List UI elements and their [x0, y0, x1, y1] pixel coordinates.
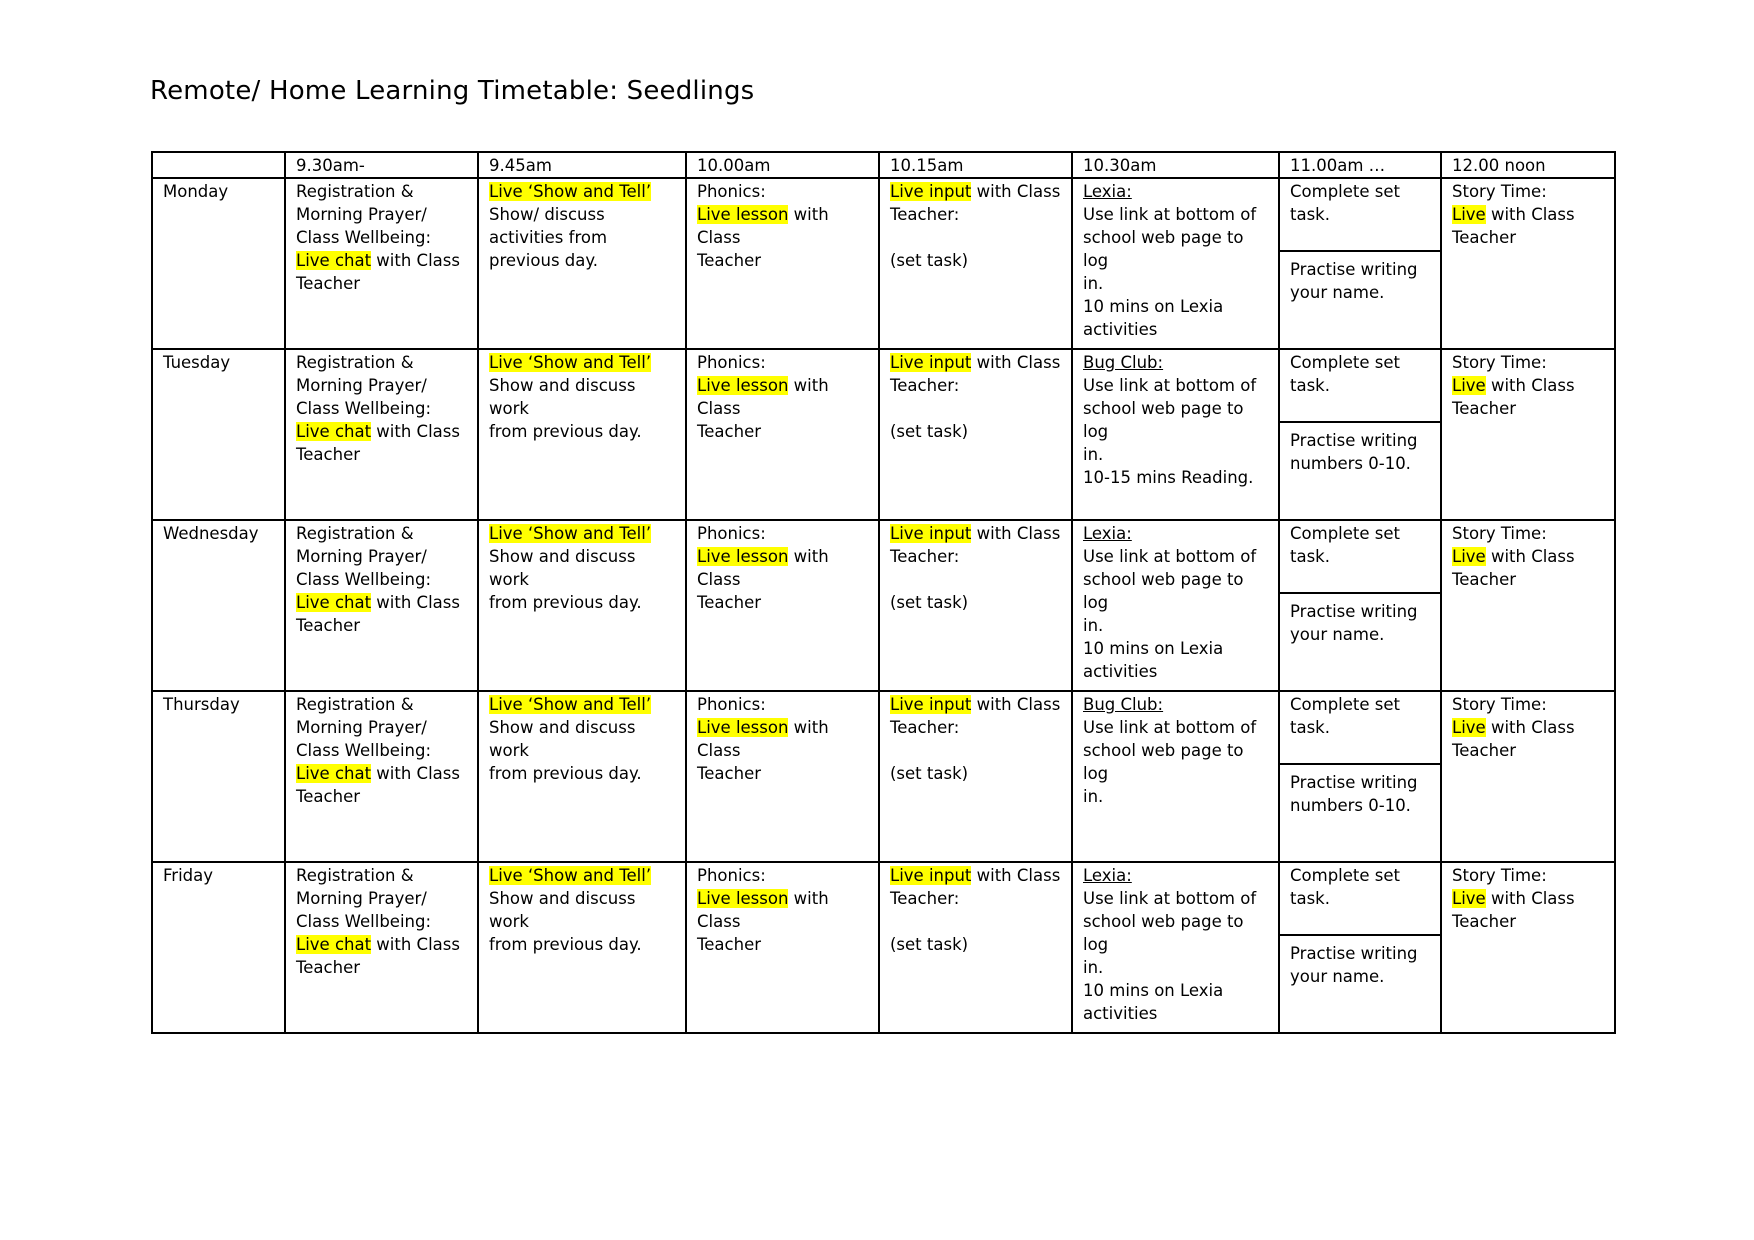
- reading-line: Use link at bottom of: [1083, 718, 1257, 737]
- show-tell-line: from previous day.: [489, 593, 642, 612]
- reading-line: Use link at bottom of: [1083, 889, 1257, 908]
- live-highlight: Live lesson: [697, 376, 789, 395]
- live-highlight: Live ‘Show and Tell’: [489, 182, 652, 201]
- input-line: with Class: [971, 182, 1061, 201]
- input-cell: [879, 349, 1072, 520]
- live-highlight: Live: [1452, 376, 1486, 395]
- phonics-line: Phonics:: [697, 182, 766, 201]
- reading-line: Use link at bottom of: [1083, 205, 1257, 224]
- registration-line: Class Wellbeing:: [296, 570, 432, 589]
- input-line: Teacher:: [890, 718, 960, 737]
- day-label: Wednesday: [152, 520, 285, 691]
- task-cell: [1279, 349, 1441, 520]
- registration-line: with Class: [371, 593, 460, 612]
- task-line: task.: [1290, 547, 1330, 566]
- registration-cell: [285, 862, 478, 1033]
- live-highlight: Live ‘Show and Tell’: [489, 866, 652, 885]
- show-tell-line: previous day.: [489, 251, 599, 270]
- phonics-cell: [686, 349, 879, 520]
- registration-line: Morning Prayer/: [296, 889, 427, 908]
- task-line: task.: [1290, 205, 1330, 224]
- reading-line: 10 mins on Lexia: [1083, 981, 1224, 1000]
- task-line: Practise writing: [1290, 773, 1418, 792]
- reading-heading: Lexia:: [1083, 182, 1132, 201]
- registration-line: Teacher: [296, 616, 361, 635]
- live-highlight: Live lesson: [697, 205, 789, 224]
- show-tell-cell: [478, 349, 686, 520]
- header-cell-1200: 12.00 noon: [1441, 152, 1615, 178]
- reading-line: 10 mins on Lexia: [1083, 639, 1224, 658]
- input-cell: [879, 862, 1072, 1033]
- phonics-line: Phonics:: [697, 695, 766, 714]
- reading-line: activities: [1083, 1004, 1158, 1023]
- task-line: task.: [1290, 718, 1330, 737]
- task-line: your name.: [1290, 625, 1385, 644]
- live-highlight: Live: [1452, 889, 1486, 908]
- show-tell-line: Show and discuss work: [489, 889, 636, 931]
- input-line: Teacher:: [890, 205, 960, 224]
- reading-cell: [1072, 349, 1279, 520]
- registration-line: with Class: [371, 422, 460, 441]
- phonics-line: Teacher: [697, 935, 762, 954]
- registration-line: Registration &: [296, 695, 414, 714]
- input-cell: [879, 520, 1072, 691]
- day-label: Friday: [152, 862, 285, 1033]
- live-highlight: Live input: [890, 695, 972, 714]
- live-highlight: Live chat: [296, 251, 372, 270]
- task-cell: [1279, 520, 1441, 691]
- show-tell-line: Show and discuss work: [489, 547, 636, 589]
- phonics-cell: [686, 520, 879, 691]
- task-line: task.: [1290, 376, 1330, 395]
- registration-line: Class Wellbeing:: [296, 741, 432, 760]
- registration-line: Morning Prayer/: [296, 205, 427, 224]
- reading-heading: Bug Club:: [1083, 695, 1164, 714]
- day-row-tuesday: [152, 349, 1615, 520]
- task-line: Complete set: [1290, 353, 1400, 372]
- header-cell-1030: 10.30am: [1072, 152, 1279, 178]
- registration-line: Registration &: [296, 353, 414, 372]
- task-line: numbers 0-10.: [1290, 796, 1411, 815]
- reading-line: in.: [1083, 958, 1104, 977]
- registration-line: with Class: [371, 935, 460, 954]
- page-title: Remote/ Home Learning Timetable: Seedlings: [150, 76, 755, 106]
- live-highlight: Live lesson: [697, 718, 789, 737]
- live-highlight: Live lesson: [697, 547, 789, 566]
- live-highlight: Live: [1452, 205, 1486, 224]
- story-line: Story Time:: [1452, 353, 1547, 372]
- input-line: (set task): [890, 593, 969, 612]
- story-line: Teacher: [1452, 399, 1517, 418]
- reading-cell: [1072, 520, 1279, 691]
- task-line: Complete set: [1290, 524, 1400, 543]
- header-cell-day: [152, 152, 285, 178]
- story-line: with Class: [1485, 376, 1575, 395]
- live-highlight: Live chat: [296, 764, 372, 783]
- live-highlight: Live: [1452, 547, 1486, 566]
- registration-cell: [285, 520, 478, 691]
- registration-line: with Class: [371, 251, 460, 270]
- show-tell-line: Show and discuss work: [489, 718, 636, 760]
- registration-line: Morning Prayer/: [296, 376, 427, 395]
- registration-line: Teacher: [296, 445, 361, 464]
- registration-line: Teacher: [296, 787, 361, 806]
- reading-line: school web page to log: [1083, 912, 1244, 954]
- show-tell-line: from previous day.: [489, 764, 642, 783]
- registration-line: Registration &: [296, 524, 414, 543]
- header-row: [152, 152, 1615, 178]
- live-highlight: Live chat: [296, 422, 372, 441]
- header-cell-945: 9.45am: [478, 152, 686, 178]
- phonics-cell: [686, 178, 879, 349]
- registration-line: Morning Prayer/: [296, 718, 427, 737]
- registration-line: Class Wellbeing:: [296, 912, 432, 931]
- reading-cell: [1072, 691, 1279, 862]
- story-cell: [1441, 691, 1615, 862]
- phonics-line: Teacher: [697, 764, 762, 783]
- input-line: with Class: [971, 353, 1061, 372]
- timetable: [151, 151, 1616, 1034]
- reading-line: activities: [1083, 320, 1158, 339]
- show-tell-cell: [478, 691, 686, 862]
- reading-line: in.: [1083, 445, 1104, 464]
- header-cell-1015: 10.15am: [879, 152, 1072, 178]
- input-line: (set task): [890, 251, 969, 270]
- show-tell-line: from previous day.: [489, 935, 642, 954]
- story-line: with Class: [1485, 718, 1575, 737]
- story-line: Story Time:: [1452, 866, 1547, 885]
- input-line: with Class: [971, 866, 1061, 885]
- registration-line: with Class: [371, 764, 460, 783]
- phonics-line: Phonics:: [697, 524, 766, 543]
- task-line: task.: [1290, 889, 1330, 908]
- phonics-line: with Class: [697, 205, 829, 247]
- show-tell-line: activities from: [489, 228, 608, 247]
- show-tell-cell: [478, 178, 686, 349]
- phonics-line: Phonics:: [697, 353, 766, 372]
- story-line: Teacher: [1452, 570, 1517, 589]
- day-label: Thursday: [152, 691, 285, 862]
- story-cell: [1441, 520, 1615, 691]
- day-row-wednesday: [152, 520, 1615, 691]
- input-cell: [879, 691, 1072, 862]
- registration-line: Morning Prayer/: [296, 547, 427, 566]
- header-cell-930: 9.30am-: [285, 152, 478, 178]
- reading-heading: Lexia:: [1083, 866, 1132, 885]
- live-highlight: Live ‘Show and Tell’: [489, 524, 652, 543]
- task-line: Practise writing: [1290, 260, 1418, 279]
- input-line: Teacher:: [890, 376, 960, 395]
- reading-line: school web page to log: [1083, 399, 1244, 441]
- header-cell-1100: 11.00am …: [1279, 152, 1441, 178]
- story-line: Story Time:: [1452, 695, 1547, 714]
- phonics-line: Teacher: [697, 251, 762, 270]
- story-line: with Class: [1485, 889, 1575, 908]
- input-line: with Class: [971, 524, 1061, 543]
- reading-line: activities: [1083, 662, 1158, 681]
- day-row-thursday: [152, 691, 1615, 862]
- show-tell-cell: [478, 520, 686, 691]
- reading-line: school web page to log: [1083, 570, 1244, 612]
- live-highlight: Live chat: [296, 593, 372, 612]
- day-row-friday: [152, 862, 1615, 1033]
- task-line: Complete set: [1290, 182, 1400, 201]
- input-line: (set task): [890, 422, 969, 441]
- live-highlight: Live ‘Show and Tell’: [489, 695, 652, 714]
- show-tell-line: Show/ discuss: [489, 205, 605, 224]
- phonics-line: with Class: [697, 547, 829, 589]
- task-cell: [1279, 178, 1441, 349]
- registration-cell: [285, 349, 478, 520]
- input-line: (set task): [890, 935, 969, 954]
- story-line: with Class: [1485, 547, 1575, 566]
- registration-cell: [285, 178, 478, 349]
- story-cell: [1441, 178, 1615, 349]
- phonics-line: with Class: [697, 376, 829, 418]
- input-line: with Class: [971, 695, 1061, 714]
- reading-heading: Lexia:: [1083, 524, 1132, 543]
- day-label: Tuesday: [152, 349, 285, 520]
- reading-line: in.: [1083, 787, 1104, 806]
- task-line: your name.: [1290, 283, 1385, 302]
- show-tell-line: from previous day.: [489, 422, 642, 441]
- phonics-line: Teacher: [697, 422, 762, 441]
- registration-line: Teacher: [296, 958, 361, 977]
- story-line: Teacher: [1452, 912, 1517, 931]
- input-line: Teacher:: [890, 889, 960, 908]
- day-row-monday: [152, 178, 1615, 349]
- phonics-line: with Class: [697, 889, 829, 931]
- task-cell: [1279, 862, 1441, 1033]
- registration-line: Teacher: [296, 274, 361, 293]
- reading-cell: [1072, 862, 1279, 1033]
- live-highlight: Live input: [890, 866, 972, 885]
- task-line: Practise writing: [1290, 431, 1418, 450]
- live-highlight: Live chat: [296, 935, 372, 954]
- registration-line: Class Wellbeing:: [296, 399, 432, 418]
- live-highlight: Live: [1452, 718, 1486, 737]
- task-line: your name.: [1290, 967, 1385, 986]
- reading-line: 10-15 mins Reading.: [1083, 468, 1254, 487]
- show-tell-line: Show and discuss work: [489, 376, 636, 418]
- task-line: Complete set: [1290, 866, 1400, 885]
- reading-line: Use link at bottom of: [1083, 376, 1257, 395]
- story-line: Teacher: [1452, 741, 1517, 760]
- phonics-cell: [686, 862, 879, 1033]
- registration-line: Registration &: [296, 866, 414, 885]
- phonics-line: Phonics:: [697, 866, 766, 885]
- reading-line: in.: [1083, 274, 1104, 293]
- registration-line: Registration &: [296, 182, 414, 201]
- phonics-line: with Class: [697, 718, 829, 760]
- input-line: (set task): [890, 764, 969, 783]
- live-highlight: Live input: [890, 524, 972, 543]
- input-cell: [879, 178, 1072, 349]
- task-cell: [1279, 691, 1441, 862]
- reading-line: in.: [1083, 616, 1104, 635]
- header-cell-1000: 10.00am: [686, 152, 879, 178]
- story-line: Story Time:: [1452, 182, 1547, 201]
- story-cell: [1441, 862, 1615, 1033]
- live-highlight: Live input: [890, 182, 972, 201]
- story-line: Teacher: [1452, 228, 1517, 247]
- task-line: Practise writing: [1290, 602, 1418, 621]
- live-highlight: Live ‘Show and Tell’: [489, 353, 652, 372]
- reading-line: school web page to log: [1083, 228, 1244, 270]
- registration-cell: [285, 691, 478, 862]
- task-line: Complete set: [1290, 695, 1400, 714]
- reading-cell: [1072, 178, 1279, 349]
- story-line: Story Time:: [1452, 524, 1547, 543]
- task-line: Practise writing: [1290, 944, 1418, 963]
- task-line: numbers 0-10.: [1290, 454, 1411, 473]
- input-line: Teacher:: [890, 547, 960, 566]
- phonics-line: Teacher: [697, 593, 762, 612]
- live-highlight: Live lesson: [697, 889, 789, 908]
- reading-line: school web page to log: [1083, 741, 1244, 783]
- show-tell-cell: [478, 862, 686, 1033]
- phonics-cell: [686, 691, 879, 862]
- story-line: with Class: [1485, 205, 1575, 224]
- reading-line: 10 mins on Lexia: [1083, 297, 1224, 316]
- reading-heading: Bug Club:: [1083, 353, 1164, 372]
- reading-line: Use link at bottom of: [1083, 547, 1257, 566]
- registration-line: Class Wellbeing:: [296, 228, 432, 247]
- day-label: Monday: [152, 178, 285, 349]
- live-highlight: Live input: [890, 353, 972, 372]
- story-cell: [1441, 349, 1615, 520]
